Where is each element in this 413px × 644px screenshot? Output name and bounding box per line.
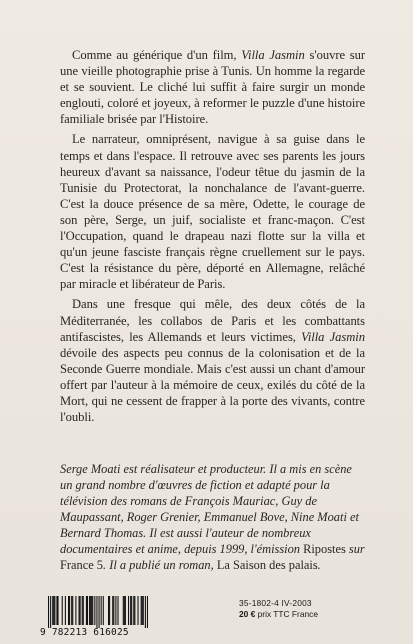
barcode-bar <box>83 596 84 625</box>
barcode-bar <box>130 596 131 625</box>
blurb-paragraph <box>60 47 365 127</box>
barcode-bar <box>79 596 80 625</box>
price-label: prix TTC France <box>255 608 318 619</box>
book-title: Villa Jasmin <box>241 48 305 62</box>
blurb-text: Le narrateur, omniprésent, navigue à sa guise dans le temps et dans l'espace. Il retrouve avec ses parents les jours heureux d'avant sa naissance, l'odeur têtue du jasmin de la Tunisie du Protectorat, la nonchalance de l'avant-guerre. C'est la douce présence de sa mère, Odette, le courage de son père, Serge, un juif, socialiste et franc-maçon. C'est l'Occupation, quand le drapeau nazi flotte sur la villa et qu'un jeune fasciste français règne cruellement sur le pays. C'est la résistance du père, déporté en Allemagne, relâché par miracle et libérateur de Paris. <box>60 132 365 292</box>
barcode-bar <box>68 596 69 625</box>
barcode-bar <box>103 596 104 625</box>
barcode-bar <box>137 596 138 625</box>
barcode-bar <box>128 596 129 625</box>
barcode-bar <box>57 596 58 625</box>
blurb-paragraph <box>60 296 365 425</box>
bio-title: Ripostes <box>303 542 346 556</box>
book-blurb <box>60 47 365 429</box>
bio-text: . Il a publié un roman, <box>103 558 217 572</box>
barcode-bar <box>124 596 125 625</box>
barcode-bar <box>113 596 114 625</box>
blurb-paragraph <box>60 131 365 292</box>
barcode-bar <box>141 596 142 625</box>
barcode-bar <box>147 596 148 628</box>
bio-title: France 5 <box>60 558 104 572</box>
barcode-bar <box>109 596 110 625</box>
barcode-bar <box>99 596 100 628</box>
barcode-digits: 9 782213 616025 <box>40 627 129 638</box>
publisher-reference: 35-1802-4 IV-2003 <box>239 598 312 608</box>
barcode-bar <box>142 596 143 625</box>
barcode-bar <box>90 596 91 625</box>
barcode-bar <box>134 596 135 625</box>
barcode-bar <box>69 596 70 625</box>
barcode-bar <box>123 596 124 625</box>
barcode-graphic <box>48 596 148 628</box>
barcode-bar <box>56 596 57 625</box>
bio-text: sur <box>345 542 365 556</box>
barcode-bar <box>54 596 55 625</box>
blurb-text: Dans une fresque qui mêle, des deux côtés de la Méditerranée, les collabos de Paris et les combattants antifascistes, les Allemands et leurs victimes, <box>60 297 365 344</box>
barcode-bar <box>86 596 87 625</box>
barcode-bar <box>53 596 54 625</box>
barcode-bar <box>92 596 93 625</box>
blurb-text: Comme au générique d'un film, <box>72 48 242 62</box>
barcode-bar <box>91 596 92 625</box>
bio-text: . <box>317 558 321 572</box>
barcode-bar <box>108 596 109 625</box>
barcode-bar <box>94 596 95 625</box>
barcode-bar <box>50 596 51 628</box>
barcode-bar <box>75 596 76 625</box>
barcode-bar <box>143 596 144 625</box>
barcode-block <box>40 596 155 640</box>
barcode-bar <box>87 596 88 625</box>
barcode-bar <box>89 596 90 625</box>
barcode-bar <box>80 596 81 625</box>
price-amount: 20 € <box>239 608 256 619</box>
book-title: Villa Jasmin <box>301 329 365 344</box>
barcode-bar <box>125 596 126 625</box>
barcode-bar <box>72 596 73 625</box>
barcode-bar <box>131 596 132 625</box>
barcode-bar <box>117 596 118 625</box>
barcode-bar <box>145 596 146 628</box>
barcode-bar <box>112 596 113 625</box>
barcode-bar <box>65 596 66 625</box>
bio-title: La Saison des palais <box>216 558 318 572</box>
barcode-bar <box>82 596 83 625</box>
bio-text: Serge Moati est réalisateur et producteur. Il a mis en scène un grand nombre d'œuvres de fiction et adapté pour la télévision des romans de François Mauriac, Guy de Maupassant, Roger Grenier, Emmanuel Bove, Nine Moati et Bernard Thomas. Il est aussi l'auteur de nombreux documentaires et anime, depuis 1999, l'émission <box>60 462 359 556</box>
barcode-bar <box>48 596 49 628</box>
barcode-bar <box>101 596 102 625</box>
barcode-bar <box>96 596 97 628</box>
barcode-bar <box>133 596 134 625</box>
blurb-text: dévoile des aspects peu connus de la colonisation et de la Seconde Guerre mondiale. Mais c'est aussi un chant d'amour offert par l'auteur à la mémoire de ceux, exilés du côté de la Mort, qui ne cessent de frapper à la porte des vivants, contre l'oubli. <box>60 345 365 425</box>
barcode-bar <box>52 596 53 625</box>
blurb-text: s'ouvre sur une vieille photographie prise à Tunis. Un homme la regarde et se souvient. Le cliché lui suffit à faire surgir un monde englouti, coloré et joyeux, à reformer le puzzle d'une histoire familiale brisée par l'Histoire. <box>60 48 366 127</box>
price-line <box>239 609 318 620</box>
author-bio <box>60 461 365 573</box>
barcode-bar <box>71 596 72 625</box>
barcode-bar <box>62 596 63 625</box>
barcode-bar <box>115 596 116 625</box>
publisher-info <box>239 598 318 619</box>
